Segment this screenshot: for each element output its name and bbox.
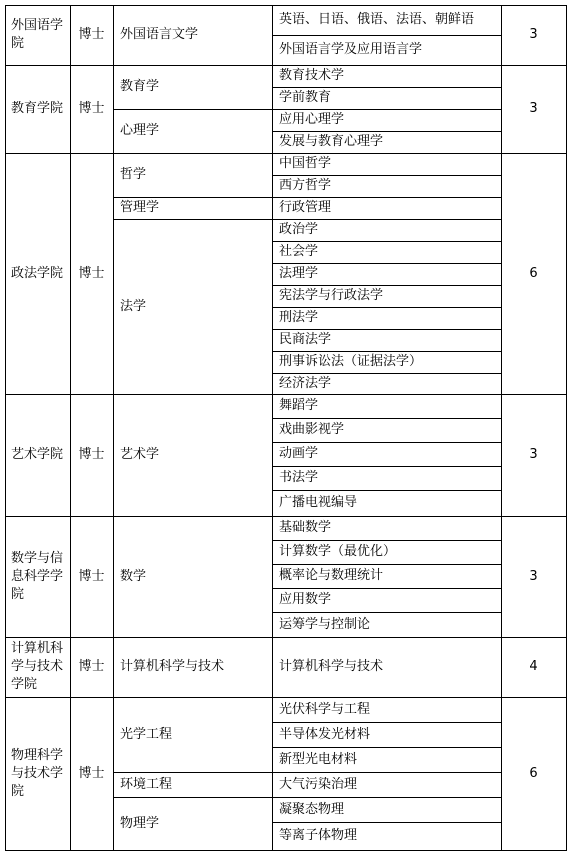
minor-cell — [272, 219, 501, 241]
college-cell — [5, 65, 70, 153]
minor-cell — [272, 285, 501, 307]
major-cell — [113, 219, 272, 394]
minor-cell — [272, 35, 501, 65]
degree-cell — [70, 65, 113, 153]
minor-cell-text: 半导体发光材料 — [279, 726, 371, 742]
college-cell — [5, 5, 70, 65]
minor-divider — [272, 197, 501, 198]
minor-cell-text: 计算机科学与技术 — [279, 659, 384, 674]
minor-divider — [272, 466, 501, 467]
minor-cell — [272, 5, 501, 35]
minor-cell-text: 凝聚态物理 — [279, 801, 345, 817]
minor-cell — [272, 772, 501, 797]
major-cell-text: 管理学 — [120, 200, 160, 215]
degree-cell-text: 博士 — [78, 265, 105, 281]
minor-cell — [272, 490, 501, 516]
major-cell — [113, 109, 272, 153]
count-cell-text: 4 — [529, 659, 538, 674]
minor-cell-text: 外国语言学及应用语言学 — [279, 42, 423, 57]
minor-cell — [272, 153, 501, 175]
minor-cell — [272, 351, 501, 373]
major-cell — [113, 153, 272, 197]
minor-cell-text: 动画学 — [279, 446, 319, 461]
minor-cell-text: 教育技术学 — [279, 68, 345, 83]
major-divider — [113, 109, 272, 110]
minor-divider — [272, 822, 501, 823]
minor-cell — [272, 612, 501, 637]
minor-cell-text: 刑法学 — [279, 310, 319, 325]
minor-divider — [272, 564, 501, 565]
minor-cell — [272, 564, 501, 588]
minor-divider — [272, 263, 501, 264]
minor-divider — [272, 373, 501, 374]
minor-divider — [272, 612, 501, 613]
minor-divider — [272, 490, 501, 491]
minor-cell — [272, 466, 501, 490]
minor-divider — [272, 722, 501, 723]
minor-divider — [272, 797, 501, 798]
minor-cell — [272, 797, 501, 822]
major-cell-text: 外国语言文学 — [120, 27, 199, 42]
minor-divider — [272, 540, 501, 541]
major-divider — [113, 197, 272, 198]
minor-divider — [272, 442, 501, 443]
minor-cell — [272, 87, 501, 109]
college-cell — [5, 394, 70, 516]
minor-cell-text: 新型光电材料 — [279, 751, 358, 767]
minor-divider — [272, 87, 501, 88]
minor-cell-text: 应用数学 — [279, 592, 332, 607]
degree-cell-text: 博士 — [78, 659, 105, 674]
minor-divider — [272, 35, 501, 36]
minor-cell-text: 行政管理 — [279, 200, 332, 215]
major-cell — [113, 197, 272, 219]
minor-cell — [272, 822, 501, 850]
count-cell — [501, 65, 566, 153]
major-cell — [113, 394, 272, 516]
minor-divider — [272, 329, 501, 330]
college-cell-text: 艺术学院 — [11, 447, 64, 462]
minor-divider — [272, 219, 501, 220]
degree-cell-text: 博士 — [78, 447, 105, 462]
college-cell — [5, 153, 70, 394]
count-cell — [501, 153, 566, 394]
college-cell — [5, 516, 70, 637]
degree-cell — [70, 697, 113, 850]
minor-cell-text: 基础数学 — [279, 520, 332, 535]
minor-cell — [272, 197, 501, 219]
row-border — [5, 850, 567, 851]
count-cell — [501, 637, 566, 697]
count-cell-text: 6 — [529, 765, 538, 781]
major-cell-text: 光学工程 — [120, 726, 173, 742]
minor-cell-text: 政治学 — [279, 222, 319, 237]
minor-cell-text: 民商法学 — [279, 332, 332, 347]
minor-divider — [272, 418, 501, 419]
major-cell — [113, 65, 272, 109]
count-cell — [501, 394, 566, 516]
major-cell-text: 法学 — [120, 298, 147, 314]
degree-cell-text: 博士 — [78, 765, 105, 781]
minor-cell-text: 光伏科学与工程 — [279, 701, 371, 717]
minor-cell-text: 学前教育 — [279, 90, 332, 105]
college-cell-text: 政法学院 — [11, 265, 64, 281]
count-cell — [501, 5, 566, 65]
count-cell-text: 3 — [529, 101, 538, 116]
minor-divider — [272, 747, 501, 748]
minor-cell — [272, 131, 501, 153]
count-cell-text: 3 — [529, 568, 538, 584]
major-cell-text: 数学 — [120, 568, 147, 584]
count-cell-text: 3 — [529, 27, 538, 42]
minor-cell-text: 法理学 — [279, 266, 319, 281]
minor-divider — [272, 588, 501, 589]
count-cell — [501, 516, 566, 637]
minor-cell-text: 舞蹈学 — [279, 398, 319, 413]
minor-cell — [272, 637, 501, 697]
college-cell-text: 计算机科学与技术学院 — [11, 641, 64, 692]
college-cell-text: 外国语学院 — [11, 18, 64, 51]
degree-cell — [70, 5, 113, 65]
minor-cell — [272, 697, 501, 722]
minor-cell — [272, 516, 501, 540]
college-cell — [5, 697, 70, 850]
major-divider — [113, 219, 272, 220]
count-cell-text: 3 — [529, 447, 538, 462]
major-cell — [113, 772, 272, 797]
minor-cell-text: 宪法学与行政法学 — [279, 288, 384, 303]
minor-cell — [272, 329, 501, 351]
minor-cell-text: 应用心理学 — [279, 112, 345, 127]
degree-cell — [70, 394, 113, 516]
minor-cell — [272, 175, 501, 197]
major-cell-text: 环境工程 — [120, 776, 173, 792]
degree-cell-text: 博士 — [78, 568, 105, 584]
college-cell-text: 数学与信息科学学院 — [11, 550, 64, 602]
major-cell-text: 艺术学 — [120, 447, 160, 462]
minor-cell — [272, 394, 501, 418]
minor-cell — [272, 307, 501, 329]
degree-cell — [70, 637, 113, 697]
major-cell-text: 教育学 — [120, 79, 160, 94]
minor-cell — [272, 747, 501, 772]
major-divider — [113, 797, 272, 798]
minor-cell-text: 概率论与数理统计 — [279, 568, 384, 583]
minor-cell-text: 经济法学 — [279, 375, 332, 391]
minor-cell-text: 书法学 — [279, 470, 319, 485]
major-divider — [113, 772, 272, 773]
major-cell-text: 计算机科学与技术 — [120, 659, 225, 674]
degree-cell — [70, 153, 113, 394]
minor-cell-text: 发展与教育心理学 — [279, 134, 384, 149]
minor-cell-text: 戏曲影视学 — [279, 422, 345, 437]
column-border — [566, 5, 567, 851]
major-cell-text: 心理学 — [120, 123, 160, 138]
minor-divider — [272, 109, 501, 110]
minor-divider — [272, 307, 501, 308]
degree-cell — [70, 516, 113, 637]
minor-cell-text: 英语、日语、俄语、法语、朝鲜语 — [279, 12, 475, 27]
minor-cell — [272, 65, 501, 87]
major-cell — [113, 697, 272, 772]
major-cell — [113, 797, 272, 850]
minor-cell — [272, 442, 501, 466]
minor-divider — [272, 131, 501, 132]
minor-cell-text: 大气污染治理 — [279, 776, 358, 792]
minor-cell — [272, 373, 501, 394]
minor-divider — [272, 285, 501, 286]
minor-cell-text: 中国哲学 — [279, 156, 332, 171]
minor-cell-text: 运筹学与控制论 — [279, 616, 371, 632]
major-cell — [113, 637, 272, 697]
minor-cell — [272, 241, 501, 263]
minor-divider — [272, 772, 501, 773]
minor-cell — [272, 418, 501, 442]
minor-cell — [272, 109, 501, 131]
minor-cell — [272, 540, 501, 564]
minor-divider — [272, 241, 501, 242]
count-cell-text: 6 — [529, 265, 538, 281]
minor-cell-text: 刑事诉讼法（证据法学） — [279, 354, 423, 369]
minor-cell — [272, 263, 501, 285]
minor-cell-text: 等离子体物理 — [279, 828, 358, 843]
minor-cell — [272, 722, 501, 747]
college-cell-text: 物理科学与技术学院 — [11, 747, 64, 799]
major-cell — [113, 516, 272, 637]
major-cell — [113, 5, 272, 65]
degree-cell-text: 博士 — [78, 27, 105, 42]
count-cell — [501, 697, 566, 850]
minor-cell-text: 西方哲学 — [279, 178, 332, 193]
minor-cell-text: 社会学 — [279, 244, 319, 259]
minor-cell — [272, 588, 501, 612]
college-cell — [5, 637, 70, 697]
major-cell-text: 物理学 — [120, 815, 160, 831]
minor-cell-text: 广播电视编导 — [279, 495, 358, 510]
minor-divider — [272, 351, 501, 352]
college-cell-text: 教育学院 — [11, 101, 64, 116]
degree-cell-text: 博士 — [78, 101, 105, 116]
minor-divider — [272, 175, 501, 176]
major-cell-text: 哲学 — [120, 167, 147, 182]
minor-cell-text: 计算数学（最优化） — [279, 544, 397, 559]
